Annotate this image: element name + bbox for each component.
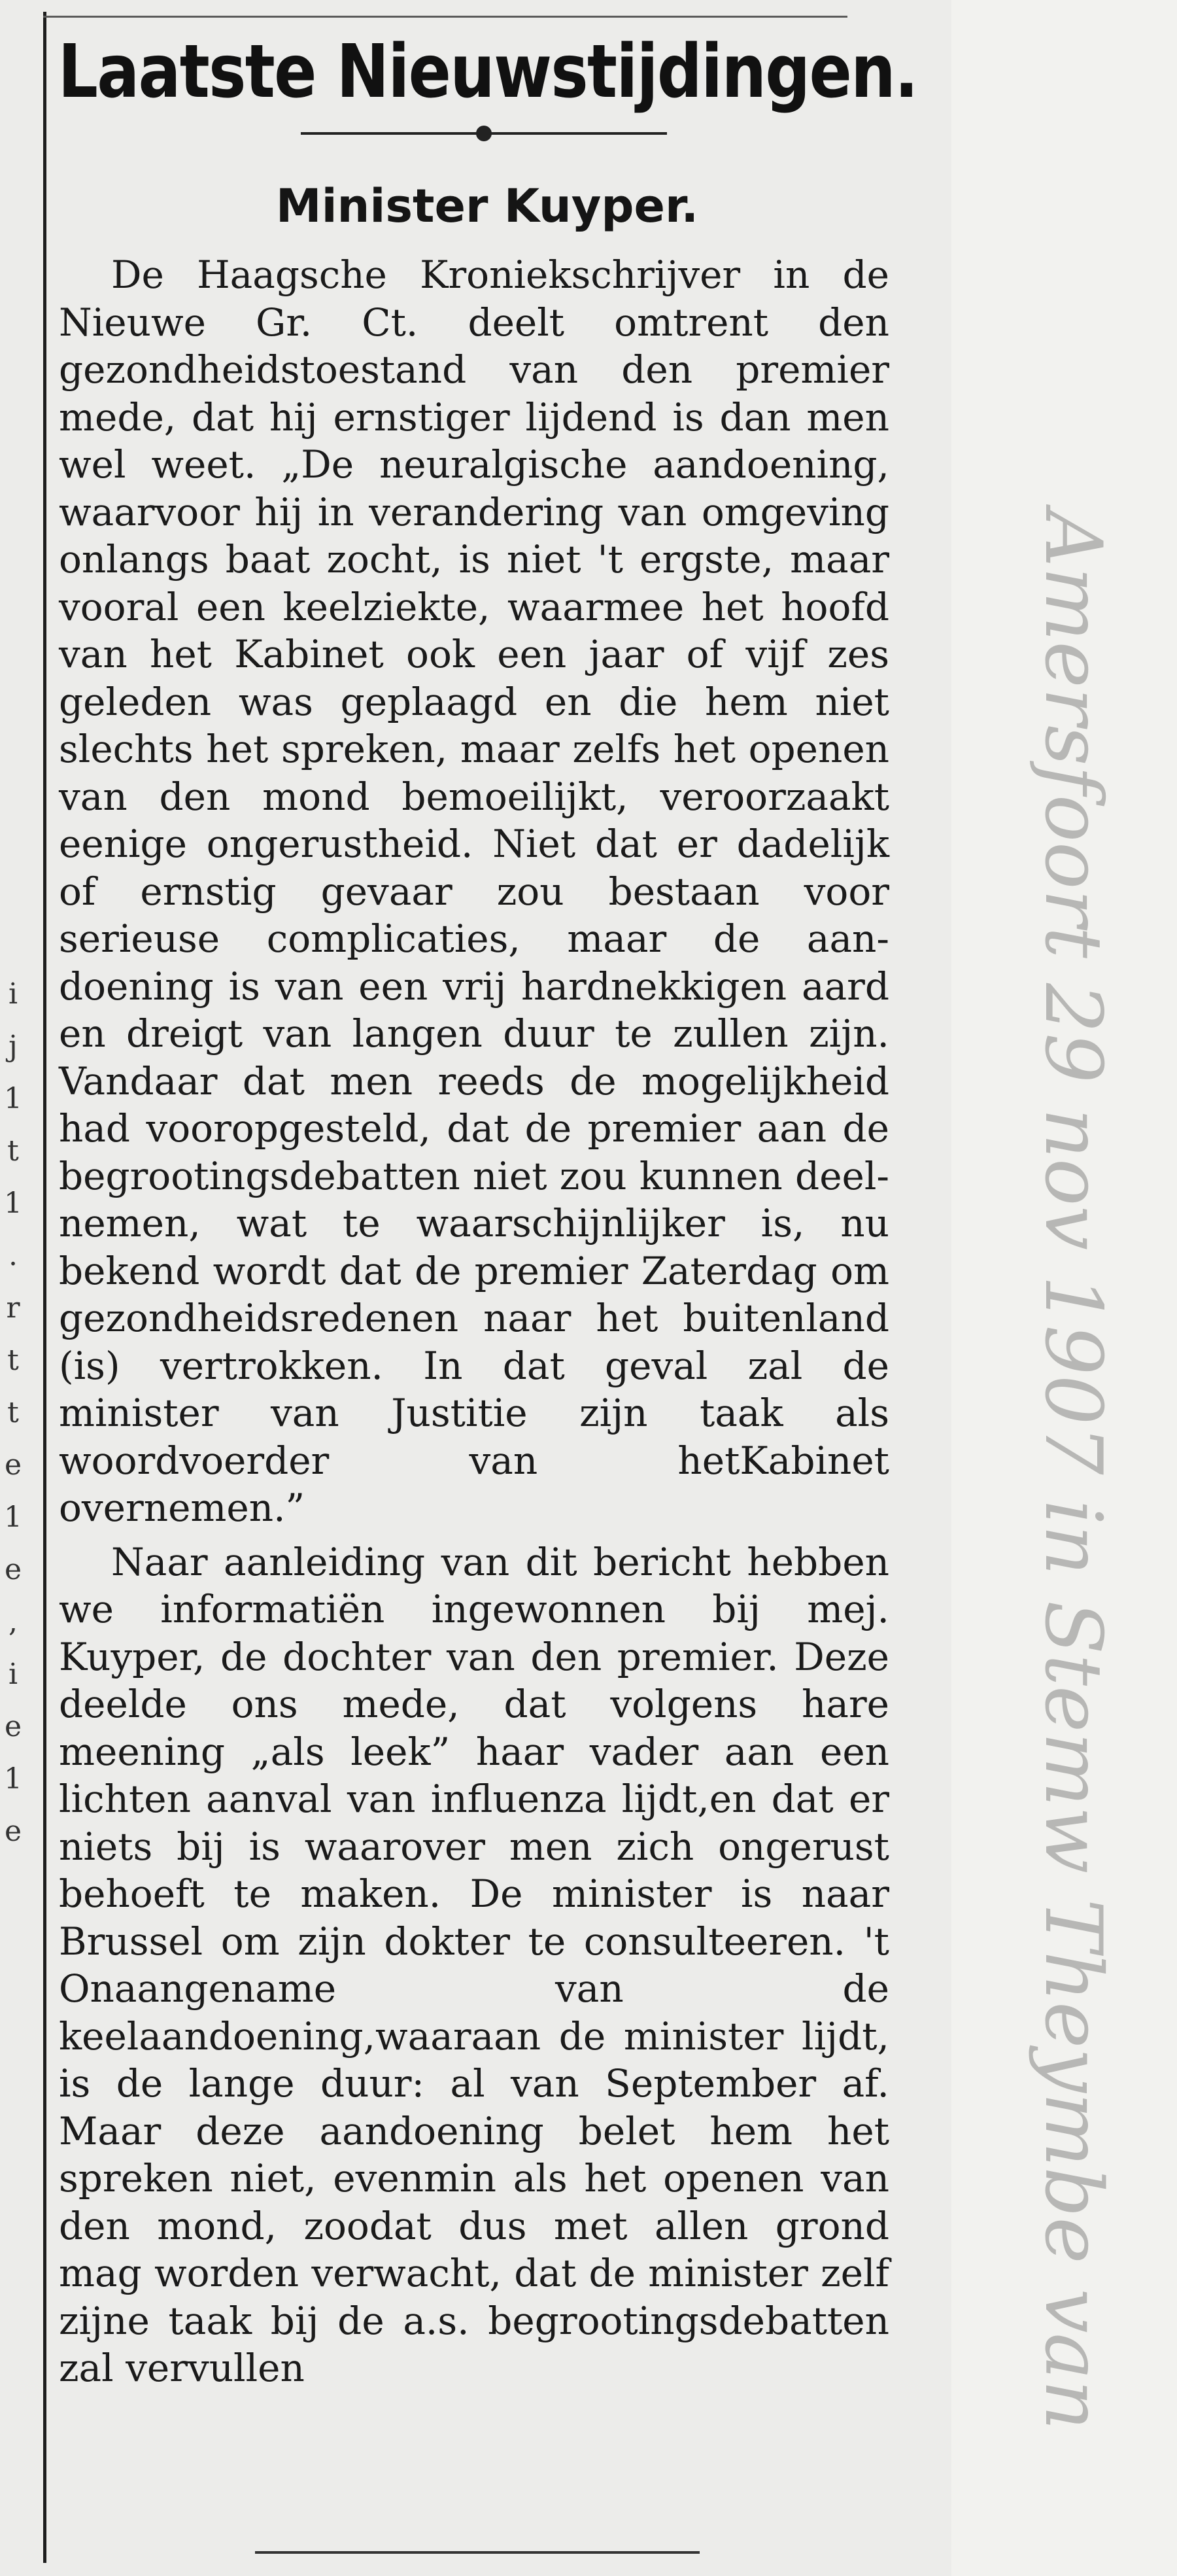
handwritten-note: Amersfoort 29 nov 1907 in Stemw Theymbe van <box>1027 510 1118 2431</box>
newspaper-clipping <box>52 26 948 2392</box>
column-rule-top <box>43 16 847 18</box>
divider-dot <box>476 126 492 141</box>
ornamental-divider <box>52 120 948 147</box>
article-paragraph: Naar aanleiding van dit bericht hebben we informatiën ingewonnen bij mej. Kuyper, de dochter van den premier. Deze deelde ons mede, dat volgens hare meening „als leek” haar vader aan een lichten aanval van influenza lijdt,en dat er niets bij is waarover men zich ongerust behoeft te maken. De minister is naar Brussel om zijn dokter te consulteeren. 't Onaangename van de keelaandoening,waaraan de minister lijdt, is de lange duur: al van September af. Maar deze aandoening belet hem het spreken niet, evenmin als het openen van den mond, zoodat dus met allen grond mag worden verwacht, dat de minister zelf zijne taak bij de a.s. begrootingsdebatten zal vervullen <box>59 1539 889 2390</box>
article-title: Minister Kuyper. <box>275 179 699 233</box>
closing-rule <box>255 2551 700 2554</box>
column-rule-left <box>43 12 46 2563</box>
headline: Laatste Nieuwstijdingen. <box>58 29 917 114</box>
margin-fragments: i j 1 t 1 . r t t e 1 e , i e 1 e <box>4 977 22 1848</box>
article-paragraph: De Haagsche Kroniekschrijver in de Nieuwe Gr. Ct. deelt omtrent den gezondheidstoestand van den premier mede, dat hij ernstiger lijdend is dan men wel weet. „De neuralgische aandoening, waarvoor hij in verandering van omgeving onlangs baat zocht, is niet 't ergste, maar vooral een keelziekte, waarmee het hoofd van het Kabinet ook een jaar of vijf zes geleden was geplaagd en die hem niet slechts het spreken, maar zelfs het openen van den mond bemoeilijkt, veroorzaakt eenige ongerustheid. Niet dat er dadelijk of ernstig gevaar zou bestaan voor serieuse complicaties, maar de aandoening is van een vrij hardnekkigen aard en dreigt van langen duur te zullen zijn. Vandaar dat men reeds de mogelijkheid had vooropgesteld, dat de premier aan de begrootingsdebatten niet zou kunnen deelnemen, wat te waarschijnlijker is, nu bekend wordt dat de premier Zaterdag om gezondheidsredenen naar het buitenland (is) vertrokken. In dat geval zal de minister van Justitie zijn taak als woordvoerder van hetKabinet overnemen.” <box>59 252 889 1530</box>
